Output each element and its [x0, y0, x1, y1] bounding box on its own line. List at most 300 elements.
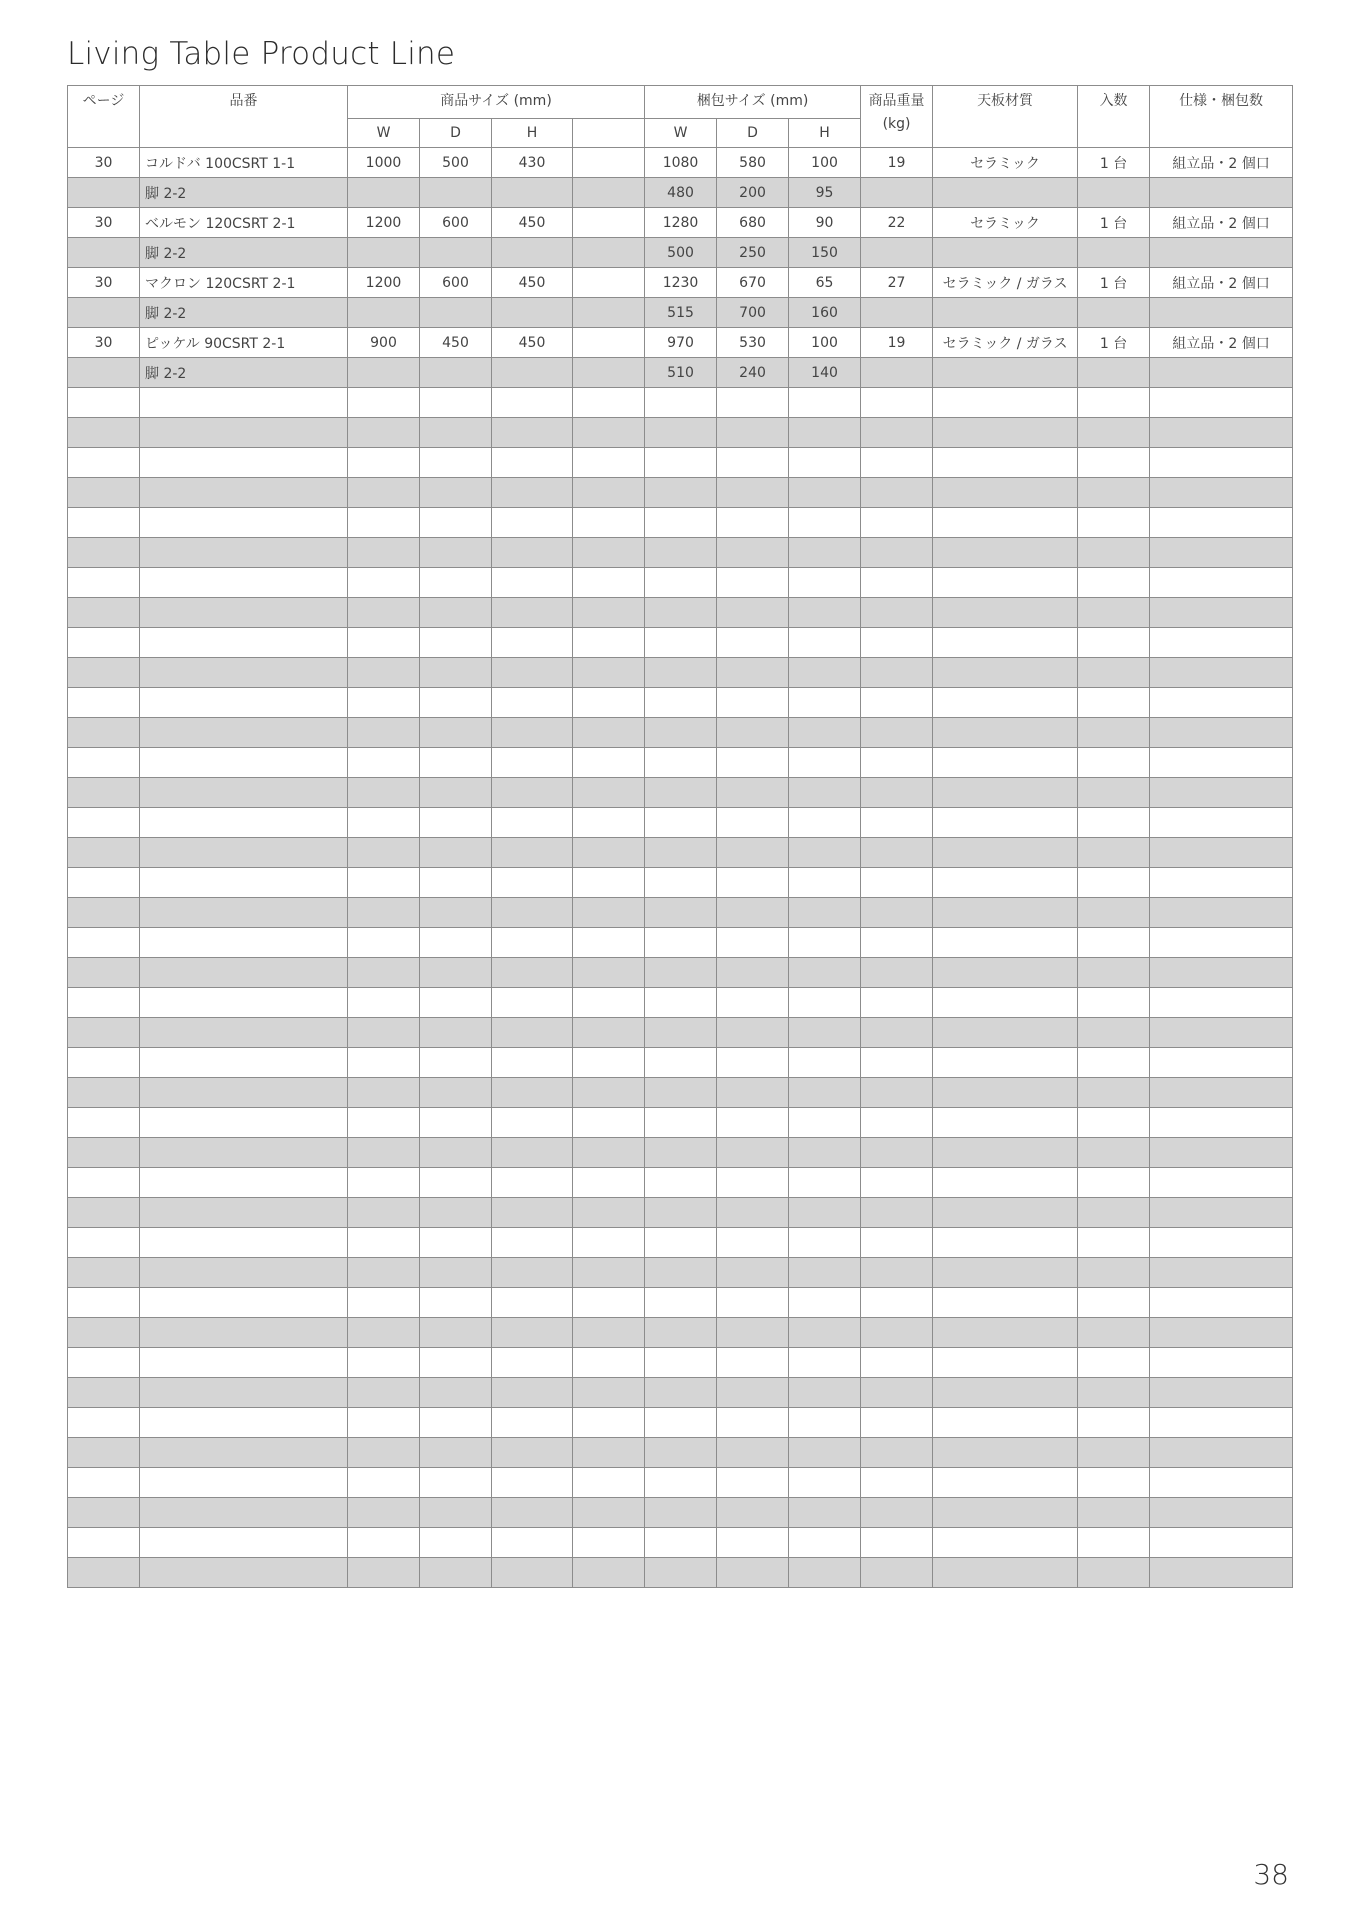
header-package-h: H	[789, 119, 861, 148]
cell-weight	[861, 628, 933, 658]
cell-package-w: 515	[645, 298, 717, 328]
cell-package-w	[645, 1498, 717, 1528]
cell-product-extra	[573, 1468, 645, 1498]
cell-product-h	[492, 1528, 573, 1558]
cell-product-w	[348, 418, 420, 448]
cell-spec	[1150, 748, 1293, 778]
cell-quantity	[1078, 628, 1150, 658]
cell-page	[68, 1438, 140, 1468]
cell-weight	[861, 1138, 933, 1168]
cell-product-w	[348, 1258, 420, 1288]
cell-package-w	[645, 688, 717, 718]
cell-product-d	[420, 418, 492, 448]
table-row	[68, 1558, 1293, 1588]
cell-page	[68, 1018, 140, 1048]
cell-product-h	[492, 298, 573, 328]
cell-product-extra	[573, 538, 645, 568]
cell-package-w	[645, 1318, 717, 1348]
cell-weight	[861, 448, 933, 478]
cell-page: 30	[68, 208, 140, 238]
cell-package-d	[717, 418, 789, 448]
cell-spec	[1150, 958, 1293, 988]
cell-spec	[1150, 628, 1293, 658]
cell-page	[68, 568, 140, 598]
table-row	[68, 658, 1293, 688]
cell-product-d	[420, 1348, 492, 1378]
cell-top-material	[933, 418, 1078, 448]
cell-product-w	[348, 898, 420, 928]
cell-package-h	[789, 448, 861, 478]
table-row	[68, 1018, 1293, 1048]
cell-product-d	[420, 898, 492, 928]
header-product-h: H	[492, 119, 573, 148]
header-quantity: 入数	[1078, 86, 1150, 148]
cell-package-w	[645, 778, 717, 808]
cell-top-material	[933, 478, 1078, 508]
cell-product-h	[492, 1198, 573, 1228]
cell-package-w	[645, 598, 717, 628]
cell-quantity	[1078, 778, 1150, 808]
cell-spec	[1150, 1228, 1293, 1258]
cell-package-h	[789, 1408, 861, 1438]
cell-quantity	[1078, 1258, 1150, 1288]
cell-product-d	[420, 628, 492, 658]
cell-package-w	[645, 1048, 717, 1078]
cell-part-no: ベルモン 120CSRT 2-1	[140, 208, 348, 238]
cell-spec	[1150, 448, 1293, 478]
cell-package-h	[789, 658, 861, 688]
table-row	[68, 1198, 1293, 1228]
cell-package-h: 100	[789, 148, 861, 178]
cell-spec	[1150, 838, 1293, 868]
cell-product-d	[420, 1378, 492, 1408]
cell-product-d	[420, 238, 492, 268]
cell-spec	[1150, 688, 1293, 718]
cell-product-extra	[573, 808, 645, 838]
cell-quantity	[1078, 1408, 1150, 1438]
cell-quantity	[1078, 1318, 1150, 1348]
cell-quantity	[1078, 1498, 1150, 1528]
cell-package-d	[717, 1228, 789, 1258]
cell-quantity	[1078, 928, 1150, 958]
cell-product-h	[492, 538, 573, 568]
cell-top-material: セラミック	[933, 148, 1078, 178]
cell-quantity	[1078, 238, 1150, 268]
cell-product-h: 450	[492, 328, 573, 358]
cell-part-no	[140, 808, 348, 838]
cell-package-d	[717, 448, 789, 478]
cell-product-d	[420, 478, 492, 508]
cell-package-w	[645, 568, 717, 598]
cell-product-d: 450	[420, 328, 492, 358]
cell-package-d	[717, 1258, 789, 1288]
table-row	[68, 1258, 1293, 1288]
cell-spec	[1150, 1138, 1293, 1168]
cell-product-d	[420, 1468, 492, 1498]
cell-part-no	[140, 1138, 348, 1168]
cell-part-no	[140, 538, 348, 568]
cell-weight: 27	[861, 268, 933, 298]
cell-package-d: 530	[717, 328, 789, 358]
cell-top-material	[933, 1318, 1078, 1348]
cell-weight	[861, 718, 933, 748]
cell-product-extra	[573, 1138, 645, 1168]
cell-package-w: 970	[645, 328, 717, 358]
header-package-d: D	[717, 119, 789, 148]
cell-page	[68, 1498, 140, 1528]
cell-product-h	[492, 238, 573, 268]
cell-product-h	[492, 1078, 573, 1108]
table-row	[68, 1318, 1293, 1348]
cell-part-no	[140, 748, 348, 778]
header-product-w: W	[348, 119, 420, 148]
cell-product-d	[420, 658, 492, 688]
cell-package-w	[645, 838, 717, 868]
cell-product-extra	[573, 568, 645, 598]
cell-page	[68, 628, 140, 658]
cell-spec	[1150, 718, 1293, 748]
cell-top-material	[933, 538, 1078, 568]
cell-product-extra	[573, 1048, 645, 1078]
cell-quantity	[1078, 598, 1150, 628]
table-row	[68, 718, 1293, 748]
cell-product-d	[420, 1558, 492, 1588]
cell-package-h	[789, 1348, 861, 1378]
cell-product-w	[348, 1108, 420, 1138]
cell-product-d	[420, 538, 492, 568]
cell-package-h	[789, 1018, 861, 1048]
cell-product-extra	[573, 508, 645, 538]
cell-quantity	[1078, 868, 1150, 898]
cell-top-material	[933, 508, 1078, 538]
cell-spec	[1150, 1168, 1293, 1198]
cell-product-w	[348, 448, 420, 478]
cell-product-extra	[573, 238, 645, 268]
cell-product-h	[492, 658, 573, 688]
cell-part-no: ピッケル 90CSRT 2-1	[140, 328, 348, 358]
table-row	[68, 868, 1293, 898]
cell-page: 30	[68, 148, 140, 178]
cell-part-no	[140, 1168, 348, 1198]
cell-package-h: 90	[789, 208, 861, 238]
cell-product-extra	[573, 688, 645, 718]
cell-product-d	[420, 1258, 492, 1288]
cell-spec	[1150, 358, 1293, 388]
cell-package-w	[645, 1198, 717, 1228]
cell-quantity	[1078, 448, 1150, 478]
table-row	[68, 688, 1293, 718]
cell-package-d: 200	[717, 178, 789, 208]
cell-part-no: 脚 2-2	[140, 298, 348, 328]
cell-page	[68, 598, 140, 628]
cell-package-h	[789, 748, 861, 778]
cell-package-w	[645, 928, 717, 958]
cell-package-w: 1280	[645, 208, 717, 238]
cell-package-d	[717, 748, 789, 778]
cell-part-no	[140, 658, 348, 688]
cell-page	[68, 928, 140, 958]
cell-product-d	[420, 808, 492, 838]
cell-top-material	[933, 1168, 1078, 1198]
cell-product-w	[348, 568, 420, 598]
cell-quantity	[1078, 568, 1150, 598]
cell-product-d: 600	[420, 208, 492, 238]
cell-product-w	[348, 1498, 420, 1528]
cell-weight	[861, 388, 933, 418]
cell-page	[68, 988, 140, 1018]
cell-top-material: セラミック / ガラス	[933, 328, 1078, 358]
cell-weight: 19	[861, 328, 933, 358]
cell-product-extra	[573, 598, 645, 628]
cell-package-d	[717, 1408, 789, 1438]
cell-top-material	[933, 1408, 1078, 1438]
cell-top-material	[933, 838, 1078, 868]
cell-package-h	[789, 1288, 861, 1318]
cell-product-d	[420, 838, 492, 868]
cell-product-h	[492, 1048, 573, 1078]
cell-spec	[1150, 1408, 1293, 1438]
cell-product-extra	[573, 358, 645, 388]
cell-package-d: 580	[717, 148, 789, 178]
cell-top-material	[933, 1078, 1078, 1108]
cell-package-h	[789, 388, 861, 418]
cell-top-material	[933, 1468, 1078, 1498]
cell-package-h	[789, 1048, 861, 1078]
cell-weight	[861, 538, 933, 568]
cell-package-w: 510	[645, 358, 717, 388]
cell-product-extra	[573, 1318, 645, 1348]
cell-package-d	[717, 778, 789, 808]
cell-top-material	[933, 778, 1078, 808]
cell-product-h	[492, 958, 573, 988]
cell-weight	[861, 1378, 933, 1408]
cell-spec: 組立品・2 個口	[1150, 328, 1293, 358]
cell-product-d	[420, 178, 492, 208]
cell-product-d	[420, 1078, 492, 1108]
cell-product-d	[420, 928, 492, 958]
table-row	[68, 988, 1293, 1018]
cell-product-w	[348, 1018, 420, 1048]
cell-package-d	[717, 1078, 789, 1108]
cell-product-extra	[573, 1078, 645, 1108]
cell-weight	[861, 748, 933, 778]
cell-package-w	[645, 988, 717, 1018]
cell-product-d	[420, 1168, 492, 1198]
cell-page: 30	[68, 268, 140, 298]
cell-spec	[1150, 238, 1293, 268]
cell-package-w	[645, 1288, 717, 1318]
cell-package-d	[717, 868, 789, 898]
cell-product-d	[420, 358, 492, 388]
cell-package-w	[645, 388, 717, 418]
cell-page	[68, 448, 140, 478]
cell-package-d	[717, 808, 789, 838]
cell-product-w	[348, 358, 420, 388]
cell-spec	[1150, 538, 1293, 568]
cell-package-h	[789, 1378, 861, 1408]
table-row	[68, 898, 1293, 928]
cell-product-h	[492, 928, 573, 958]
cell-part-no	[140, 1378, 348, 1408]
cell-weight	[861, 478, 933, 508]
cell-product-d	[420, 1138, 492, 1168]
cell-product-d	[420, 598, 492, 628]
cell-spec	[1150, 1108, 1293, 1138]
cell-spec	[1150, 1018, 1293, 1048]
cell-product-w	[348, 1228, 420, 1258]
cell-product-w	[348, 598, 420, 628]
table-row	[68, 178, 1293, 208]
table-row	[68, 388, 1293, 418]
cell-spec: 組立品・2 個口	[1150, 268, 1293, 298]
cell-product-d	[420, 748, 492, 778]
cell-page	[68, 1078, 140, 1108]
cell-page	[68, 1258, 140, 1288]
cell-package-w	[645, 1018, 717, 1048]
cell-product-h	[492, 508, 573, 538]
cell-package-d: 240	[717, 358, 789, 388]
cell-package-w	[645, 1528, 717, 1558]
cell-package-h	[789, 1198, 861, 1228]
cell-weight	[861, 1288, 933, 1318]
cell-product-h	[492, 358, 573, 388]
cell-spec	[1150, 898, 1293, 928]
table-row	[68, 748, 1293, 778]
cell-part-no: 脚 2-2	[140, 358, 348, 388]
cell-product-w	[348, 658, 420, 688]
cell-part-no	[140, 1048, 348, 1078]
cell-spec	[1150, 988, 1293, 1018]
cell-quantity	[1078, 388, 1150, 418]
cell-quantity	[1078, 538, 1150, 568]
cell-page	[68, 298, 140, 328]
header-product-size: 商品サイズ (mm)	[348, 86, 645, 119]
cell-part-no	[140, 928, 348, 958]
cell-quantity	[1078, 1138, 1150, 1168]
cell-spec	[1150, 1078, 1293, 1108]
table-row	[68, 508, 1293, 538]
cell-weight	[861, 1078, 933, 1108]
cell-top-material	[933, 748, 1078, 778]
cell-weight	[861, 418, 933, 448]
cell-quantity	[1078, 1168, 1150, 1198]
table-row	[68, 478, 1293, 508]
product-table	[67, 85, 1293, 1588]
cell-package-h	[789, 1438, 861, 1468]
cell-product-h	[492, 988, 573, 1018]
cell-weight	[861, 1048, 933, 1078]
cell-spec	[1150, 568, 1293, 598]
cell-page	[68, 1138, 140, 1168]
cell-weight	[861, 298, 933, 328]
cell-product-d	[420, 1318, 492, 1348]
cell-product-d: 500	[420, 148, 492, 178]
cell-product-w	[348, 808, 420, 838]
cell-package-w	[645, 478, 717, 508]
table-row	[68, 1498, 1293, 1528]
cell-top-material	[933, 808, 1078, 838]
cell-product-d	[420, 958, 492, 988]
cell-package-w	[645, 1438, 717, 1468]
cell-quantity	[1078, 718, 1150, 748]
cell-product-extra	[573, 1018, 645, 1048]
cell-top-material: セラミック / ガラス	[933, 268, 1078, 298]
cell-part-no	[140, 1078, 348, 1108]
cell-product-d	[420, 388, 492, 418]
cell-package-d	[717, 1048, 789, 1078]
cell-product-d	[420, 688, 492, 718]
table-row	[68, 448, 1293, 478]
cell-package-d	[717, 508, 789, 538]
cell-product-w	[348, 958, 420, 988]
cell-product-extra	[573, 268, 645, 298]
cell-part-no	[140, 568, 348, 598]
cell-package-d	[717, 1018, 789, 1048]
cell-package-d	[717, 928, 789, 958]
cell-weight	[861, 358, 933, 388]
cell-spec	[1150, 178, 1293, 208]
header-product-d: D	[420, 119, 492, 148]
cell-product-extra	[573, 718, 645, 748]
cell-package-h	[789, 538, 861, 568]
cell-product-h	[492, 448, 573, 478]
cell-weight	[861, 178, 933, 208]
cell-product-w	[348, 1318, 420, 1348]
cell-package-d	[717, 1378, 789, 1408]
cell-package-h: 100	[789, 328, 861, 358]
header-package-w: W	[645, 119, 717, 148]
cell-package-w	[645, 1408, 717, 1438]
cell-package-h	[789, 568, 861, 598]
cell-quantity	[1078, 1348, 1150, 1378]
cell-package-d	[717, 1528, 789, 1558]
cell-product-h	[492, 1138, 573, 1168]
cell-product-w	[348, 1468, 420, 1498]
table-row	[68, 1048, 1293, 1078]
cell-page	[68, 748, 140, 778]
cell-product-h	[492, 1228, 573, 1258]
cell-page	[68, 1408, 140, 1438]
cell-package-h: 140	[789, 358, 861, 388]
table-row	[68, 1468, 1293, 1498]
cell-quantity	[1078, 898, 1150, 928]
cell-package-d	[717, 1288, 789, 1318]
cell-package-d	[717, 988, 789, 1018]
cell-top-material	[933, 628, 1078, 658]
cell-weight	[861, 1318, 933, 1348]
cell-weight	[861, 1228, 933, 1258]
cell-package-d	[717, 598, 789, 628]
cell-package-w	[645, 868, 717, 898]
cell-package-w: 500	[645, 238, 717, 268]
table-row	[68, 598, 1293, 628]
cell-package-d	[717, 1438, 789, 1468]
cell-package-d: 670	[717, 268, 789, 298]
cell-product-h	[492, 1108, 573, 1138]
cell-part-no	[140, 628, 348, 658]
cell-weight	[861, 1108, 933, 1138]
cell-part-no	[140, 1228, 348, 1258]
cell-page	[68, 1288, 140, 1318]
cell-quantity	[1078, 658, 1150, 688]
cell-part-no	[140, 1318, 348, 1348]
table-row	[68, 418, 1293, 448]
page-title: Living Table Product Line	[67, 36, 456, 72]
cell-product-extra	[573, 928, 645, 958]
table-row	[68, 358, 1293, 388]
cell-package-h	[789, 1108, 861, 1138]
cell-part-no	[140, 1438, 348, 1468]
